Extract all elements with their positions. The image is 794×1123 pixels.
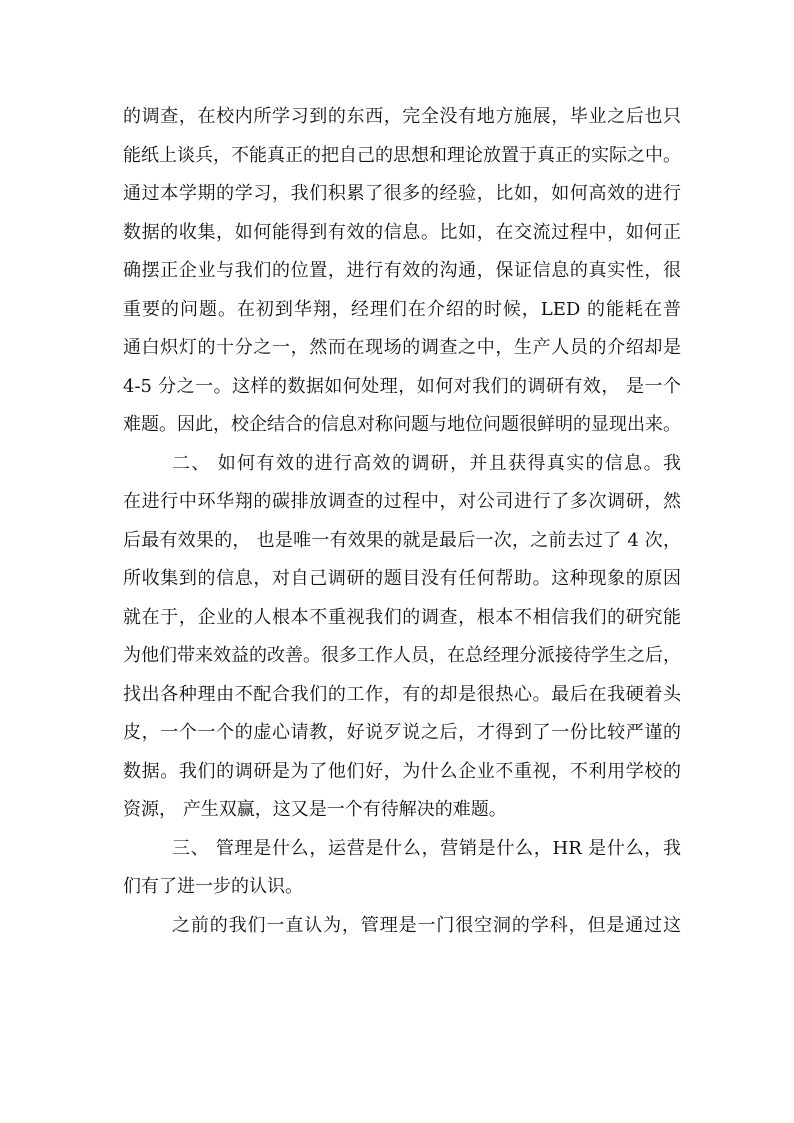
text-line: 皮，一个一个的虚心请教，好说歹说之后，才得到了一份比较严谨的 bbox=[123, 722, 681, 743]
text-line: 重要的问题。在初到华翔，经理们在介绍的时候，LED 的能耗在普 bbox=[123, 298, 681, 320]
text-line: 后最有效果的， 也是唯一有效果的就是最后一次，之前去过了 4 次， bbox=[123, 529, 681, 551]
text-line: 为他们带来效益的改善。很多工作人员，在总经理分派接待学生之后， bbox=[123, 645, 681, 666]
paragraph-start: 之前的我们一直认为，管理是一门很空洞的学科，但是通过这 bbox=[172, 914, 681, 936]
text-line: 们有了进一步的认识。 bbox=[123, 876, 303, 897]
text-line: 的调查，在校内所学习到的东西，完全没有地方施展，毕业之后也只 bbox=[123, 106, 681, 127]
text-line: 数据的收集，如何能得到有效的信息。比如，在交流过程中，如何正 bbox=[123, 221, 681, 243]
text-line: 在进行中环华翔的碳排放调查的过程中，对公司进行了多次调研，然 bbox=[123, 491, 681, 512]
text-line: 确摆正企业与我们的位置，进行有效的沟通，保证信息的真实性，很 bbox=[123, 260, 681, 281]
text-line: 就在于，企业的人根本不重视我们的调查，根本不相信我们的研究能 bbox=[123, 606, 681, 628]
section-heading: 二、 如何有效的进行高效的调研，并且获得真实的信息。我 bbox=[172, 452, 681, 474]
text-line: 通白炽灯的十分之一，然而在现场的调查之中，生产人员的介绍却是 bbox=[123, 337, 681, 358]
document-body bbox=[123, 98, 681, 945]
text-line: 4-5 分之一。这样的数据如何处理，如何对我们的调研有效， 是一个 bbox=[123, 375, 681, 397]
text-line: 资源， 产生双赢，这又是一个有待解决的难题。 bbox=[123, 799, 507, 820]
text-line: 找出各种理由不配合我们的工作，有的却是很热心。最后在我硬着头 bbox=[123, 683, 681, 705]
text-line: 难题。因此，校企结合的信息对称问题与地位问题很鲜明的显现出来。 bbox=[123, 414, 681, 435]
text-line: 能纸上谈兵，不能真正的把自己的思想和理论放置于真正的实际之中。 bbox=[123, 144, 681, 166]
text-line: 通过本学期的学习，我们积累了很多的经验，比如，如何高效的进行 bbox=[123, 183, 681, 204]
text-line: 数据。我们的调研是为了他们好，为什么企业不重视，不利用学校的 bbox=[123, 760, 681, 782]
text-line: 所收集到的信息，对自己调研的题目没有任何帮助。这种现象的原因 bbox=[123, 568, 681, 589]
section-heading: 三、 管理是什么，运营是什么，营销是什么，HR 是什么，我 bbox=[172, 837, 681, 859]
